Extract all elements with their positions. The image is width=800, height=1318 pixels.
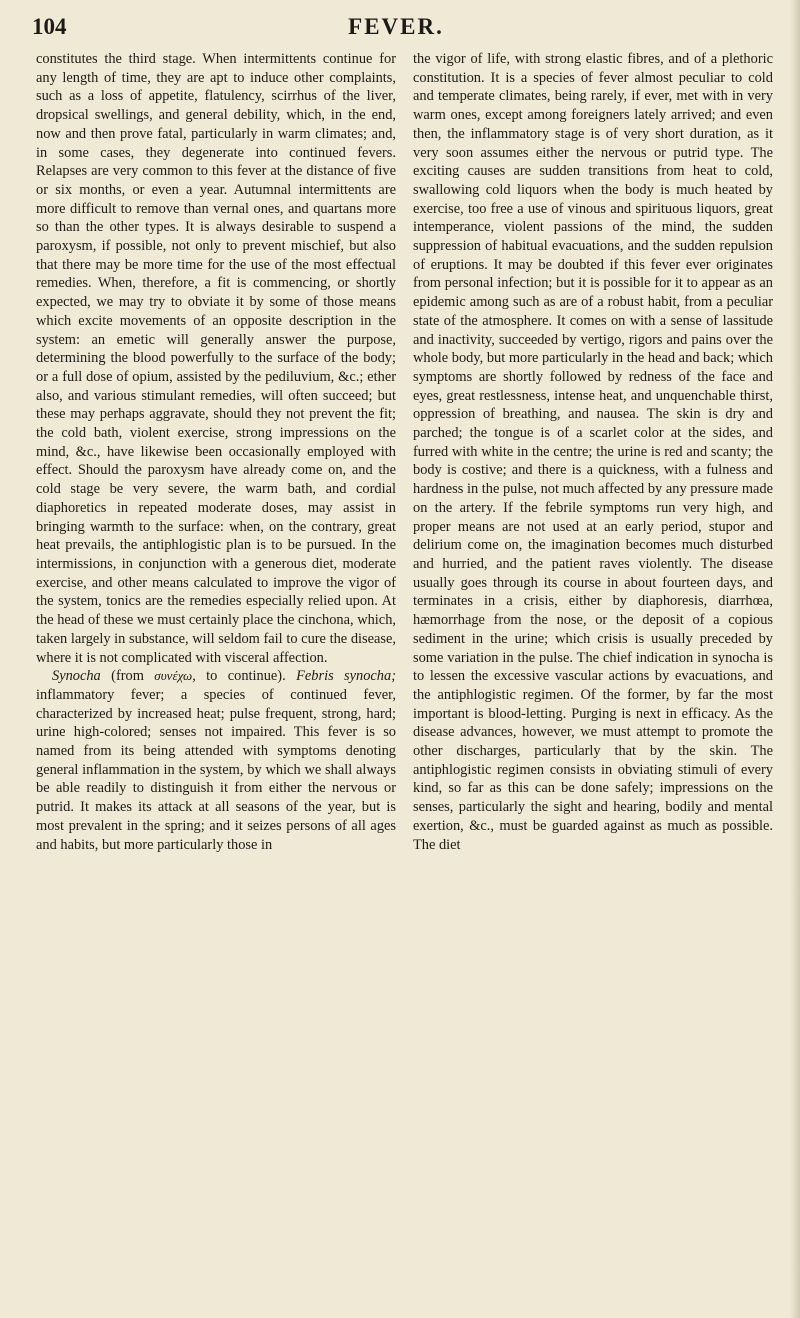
febris-synocha-term: Febris synocha; (296, 668, 396, 685)
synocha-etymology-close: , to continue). (192, 668, 297, 685)
intermittent-fever-paragraph: constitutes the third stage. When intermittents continue for any length of time, they are apt to induce other complaints, such as a loss of appetite, flatulency, scirrhus of the liver, dropsical swellings, and general debility, which, in the end, now and then prove fatal, particularly in warm climates; and, in some cases, they degenerate into continued fevers. Relapses are very common to this fever at the distance of five or six months, or even a year. Autumnal intermittents are more difficult to remove than vernal ones, and quartans more so than the other types. It is always desirable to suspend a paroxysm, if possible, not only to prevent mischief, but also that there may be more time for the use of the most effectual remedies. When, therefore, a fit is commencing, or shortly expected, we may try to obviate it by some of those means which excite movements of an opposite description in the system: an emetic will generally answer the purpose, determining the blood powerfully to the surface of the body; or a full dose of opium, assisted by the pediluvium, &c.; ether also, and various stimulant remedies, will often succeed; but these may perhaps aggravate, should they not prevent the fit; the cold bath, violent exercise, strong impressions on the mind, &c., have likewise been occasionally employed with effect. Should the paroxysm have already come on, and the cold stage be very severe, the warm bath, and cordial diaphoretics in repeated moderate doses, may assist in bringing warmth to the surface: when, on the contrary, great heat prevails, the antiphlogistic plan is to be pursued. In the intermissions, in conjunction with a generous diet, moderate exercise, and other means calculated to improve the vigor of the system, tonics are the remedies especially relied upon. At the head of these we must certainly place the cinchona, which, taken largely in substance, will seldom fail to cure the disease, where it is not complicated with visceral affection. (36, 51, 396, 666)
page-header (32, 14, 760, 44)
synocha-etymology-open: (from (100, 668, 155, 685)
running-title: FEVER. (348, 14, 444, 39)
synocha-paragraph (36, 667, 396, 854)
synocha-continued-paragraph: the vigor of life, with strong elastic fibres, and of a plethoric constitution. It is a species of fever almost peculiar to cold and temperate climates, being rarely, if ever, met with in very warm ones, except among foreigners lately arrived; and even then, the inflammatory stage is of very short duration, as it very soon assumes either the nervous or putrid type. The exciting causes are sudden transitions from heat to cold, swallowing cold liquors when the body is much heated by exercise, too free a use of vinous and spirituous liquors, great intemperance, violent passions of the mind, the sudden suppression of habitual evacuations, and the sudden repulsion of eruptions. It may be doubted if this fever ever originates from personal infection; but it is possible for it to appear as an epidemic among such as are of a robust habit, from a peculiar state of the atmosphere. It comes on with a sense of lassitude and inactivity, succeeded by vertigo, rigors and pains over the whole body, but more particularly in the head and back; which symptoms are shortly followed by redness of the face and eyes, great restlessness, intense heat, and unquenchable thirst, oppression of breathing, and nausea. The skin is dry and parched; the tongue is of a scarlet color at the sides, and furred with white in the centre; the urine is red and scanty; the body is costive; and there is a quickness, with a fulness and hardness in the pulse, not much affected by any pressure made on the artery. If the febrile symptoms run very high, and proper means are not used at an early period, stupor and delirium come on, the imagination becomes much disturbed and hurried, and the patient raves violently. The disease usually goes through its course in about fourteen days, and terminates in a crisis, either by diaphoresis, diarrhœa, hæmorrhage from the nose, or the deposit of a copious sediment in the urine; which crisis is usually preceded by some variation in the pulse. The chief indication in synocha is to lessen the excessive vascular actions by evacuations, and the antiphlogistic regimen. Of the former, by far the most important is blood-letting. Purging is next in efficacy. As the disease advances, however, we must attempt to promote the other discharges, particularly that by the skin. The antiphlogistic regimen consists in obviating stimuli of every kind, so far as this can be done safely; impressions on the senses, particularly the sight and hearing, bodily and mental exertion, &c., must be guarded against as much as possible. The diet (413, 51, 773, 853)
right-column (413, 50, 773, 854)
synocha-term: Synocha (52, 668, 101, 685)
greek-word: συνέχω (154, 668, 193, 684)
scan-shadow-edge (790, 0, 800, 1318)
synocha-description: inflammatory fever; a species of continued fever, characterized by increased heat; pulse frequent, strong, hard; urine high-colored; senses not impaired. This fever is so named from its being attended with symptoms denoting general inflammation in the system, by which we shall always be able readily to distinguish it from either the nervous or putrid. It makes its attack at all seasons of the year, but is most prevalent in the spring; and it seizes persons of all ages and habits, but more particularly those in (36, 686, 396, 853)
left-column (36, 50, 396, 854)
page-number: 104 (32, 14, 67, 39)
